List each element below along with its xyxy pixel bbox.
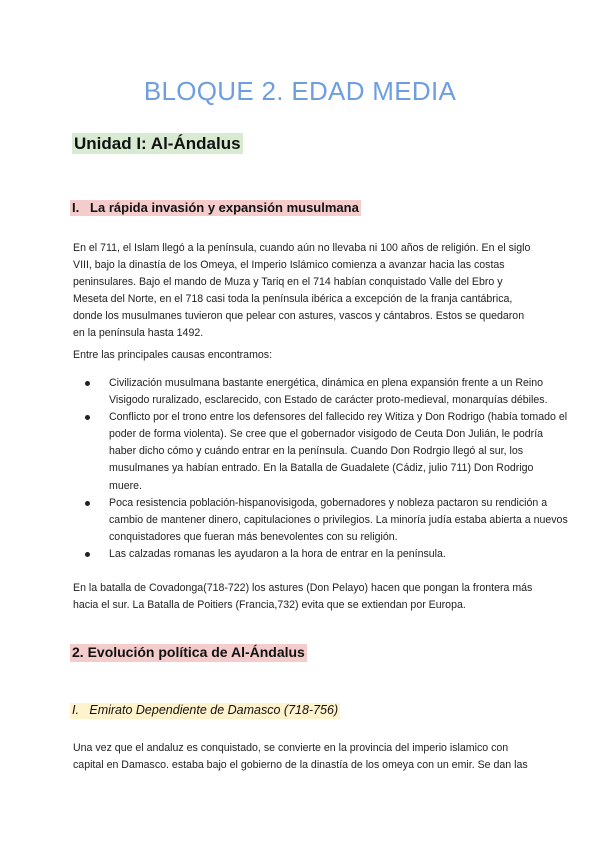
- subsection-heading: [70, 703, 340, 719]
- cause-text: Conflicto por el trono entre los defensores del fallecido rey Witiza y Don Rodrigo (había tomado el poder de forma violenta). Se cree que el gobernador visigodo de Ceuta Don Julián, le podría haber dicho cómo y cuándo entrar en la península. Cuando Don Rodrgio llegó al sur, los musulmanes ya habían entrado. En la Batalla de Guadalete (Cádiz, julio 711) Don Rodrigo muere.: [109, 411, 568, 492]
- cause-item: [109, 375, 569, 409]
- cause-text: Poca resistencia población-hispanovisigoda, gobernadores y nobleza pactaron su rendición a cambio de mantener dinero, capitulaciones o privilegios. La minoría judía estaba abierta a nuevos conquistadores que fueran más benevolentes con su religión.: [109, 496, 568, 543]
- causes-intro-paragraph: Entre las principales causas encontramos:: [73, 349, 273, 361]
- unit-heading-text: Unidad I: Al-Ándalus: [74, 134, 241, 153]
- section-1-heading: [70, 200, 361, 216]
- section-1-heading-text: I. La rápida invasión y expansión musulmana: [72, 200, 359, 215]
- cause-text: Civilización musulmana bastante energética, dinámica en plena expansión frente a un Reino Visigodo ruralizado, esclarecido, con Estado de carácter proto-medieval, monarquías débiles.: [109, 377, 548, 407]
- section-2-paragraph: Una vez que el andaluz es conquistado, se convierte en la provincia del imperio islamico con capital en Damasco. estaba bajo el gobierno de la dinastía de los omeya con un emir. Se dan las: [73, 742, 528, 772]
- unit-heading: [72, 133, 243, 154]
- cause-item: [109, 409, 569, 494]
- document-title: BLOQUE 2. EDAD MEDIA: [143, 76, 457, 106]
- bullet-icon: [85, 415, 90, 420]
- cause-item: [109, 495, 569, 546]
- causes-list: [73, 375, 569, 563]
- bullet-icon: [85, 501, 90, 506]
- cause-text: Las calzadas romanas les ayudaron a la hora de entrar en la península.: [109, 547, 446, 560]
- section-2-heading-text: 2. Evolución política de Al-Ándalus: [72, 644, 305, 660]
- section-1-closing-paragraph: En la batalla de Covadonga(718-722) los astures (Don Pelayo) hacen que pongan la frontera más hacia el sur. La Batalla de Poitiers (Francia,732) evita que se extiendan por Europa.: [73, 582, 533, 612]
- section-1-intro-paragraph: En el 711, el Islam llegó a la península, cuando aún no llevaba ni 100 años de religión. En el siglo VIII, bajo la dinastía de los Omeya, el Imperio Islámico comienza a avanzar hacia las costas peninsulares. Bajo el mando de Muza y Tariq en el 714 habían conquistado Valle del Ebro y Meseta del Norte, en el 718 casi toda la península ibérica a excepción de la franja cantábrica, donde los musulmanes tuvieron que pelear con astures, vascos y cántabros. Estos se quedaron en la península hasta 1492.: [73, 242, 531, 340]
- subsection-heading-text: I. Emirato Dependiente de Damasco (718-756): [72, 703, 339, 717]
- bullet-icon: [85, 381, 90, 386]
- section-2-heading: [70, 644, 307, 662]
- cause-item: [109, 546, 569, 563]
- bullet-icon: [85, 552, 90, 557]
